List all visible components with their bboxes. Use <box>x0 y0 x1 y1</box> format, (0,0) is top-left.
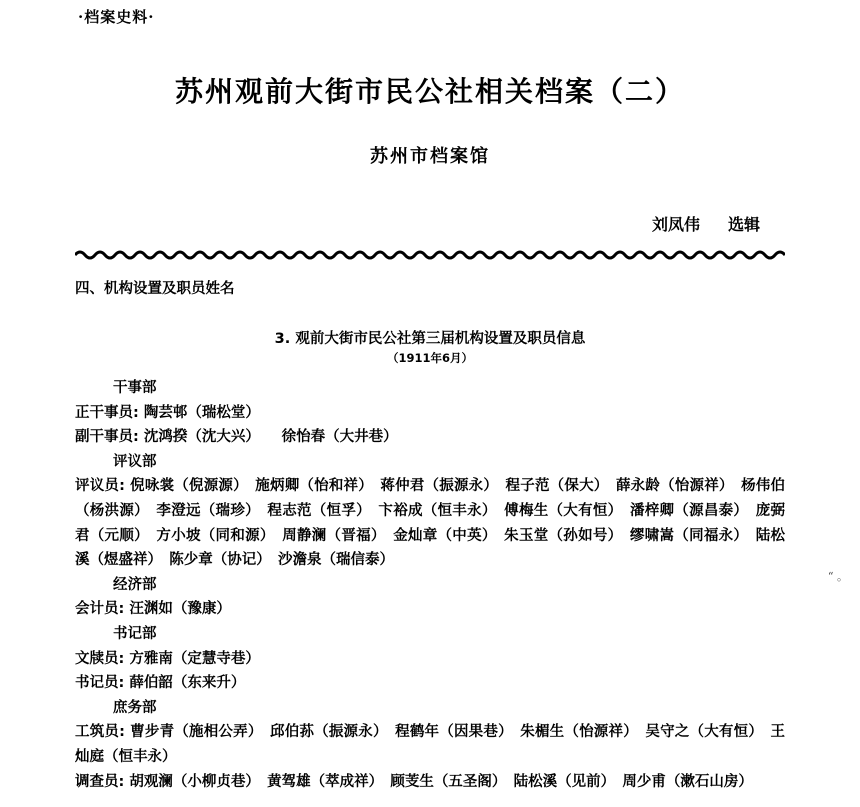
body-line: 正干事员: 陶芸邨（瑞松堂） <box>75 404 260 421</box>
body-line: 评议部 <box>113 453 157 470</box>
sub-section-heading: 3. 观前大街市民公社第三届机构设置及职员信息 <box>274 331 586 347</box>
body-line: 干事部 <box>113 380 157 396</box>
section-heading: 四、机构设置及职员姓名 <box>75 281 235 297</box>
byline-role: 选辑 <box>727 215 760 234</box>
wave-divider <box>75 248 785 262</box>
body-line: 会计员: 汪渊如（豫康） <box>75 601 231 618</box>
body-line: 书记员: 薛伯韶（东来升） <box>75 675 246 692</box>
byline <box>652 212 760 235</box>
body-line: 庶务部 <box>113 699 157 716</box>
byline-author: 刘凤伟 <box>651 215 700 234</box>
body-line: 调查员: 胡观澜（小柳贞巷） 黄驾雄（萃成祥） 顾芰生（五圣阁） 陆松溪（见前） 周少甫（漱石山房） <box>75 773 753 790</box>
margin-mark: “ 。 <box>827 570 848 583</box>
body-line: 评议员: 倪咏裳（倪源源） 施炳卿（怡和祥） 蒋仲君（振源永） 程子范（保大） 薛永龄（怡源祥） 杨伟伯（杨洪源） 李澄远（瑞珍） 程志范（恒孚） 卞裕成（恒丰永） 傅梅生（大有恒） 潘梓卿（源昌泰） 庞弼君（元顺） 方小坡（同和源） 周静澜（晋福） 金灿章（中英） 朱玉堂（孙如号） 缪啸嵩（同福永） 陆松溪（煜盛祥） 陈少章（协记） 沙澹泉（瑞信泰） <box>75 478 785 569</box>
sub-section-date: （1911年6月） <box>386 351 473 365</box>
body-line: 文牍员: 方雅南（定慧寺巷） <box>75 650 260 667</box>
body-line: 书记部 <box>113 625 157 642</box>
page-subtitle: 苏州市档案馆 <box>370 146 490 167</box>
body-line: 工筑员: 曹步青（施相公弄） 邱伯荪（振源永） 程鹤年（因果巷） 朱楣生（怡源祥） 吴守之（大有恒） 王灿庭（恒丰永） <box>75 724 785 765</box>
body-line: 副干事员: 沈鸿揆（沈大兴） 徐怡春（大井巷） <box>75 429 398 446</box>
body-line: 经济部 <box>113 576 157 593</box>
page-title: 苏州观前大街市民公社相关档案（二） <box>174 75 685 108</box>
document-body <box>75 376 785 794</box>
running-head: ·档案史料· <box>78 8 155 26</box>
